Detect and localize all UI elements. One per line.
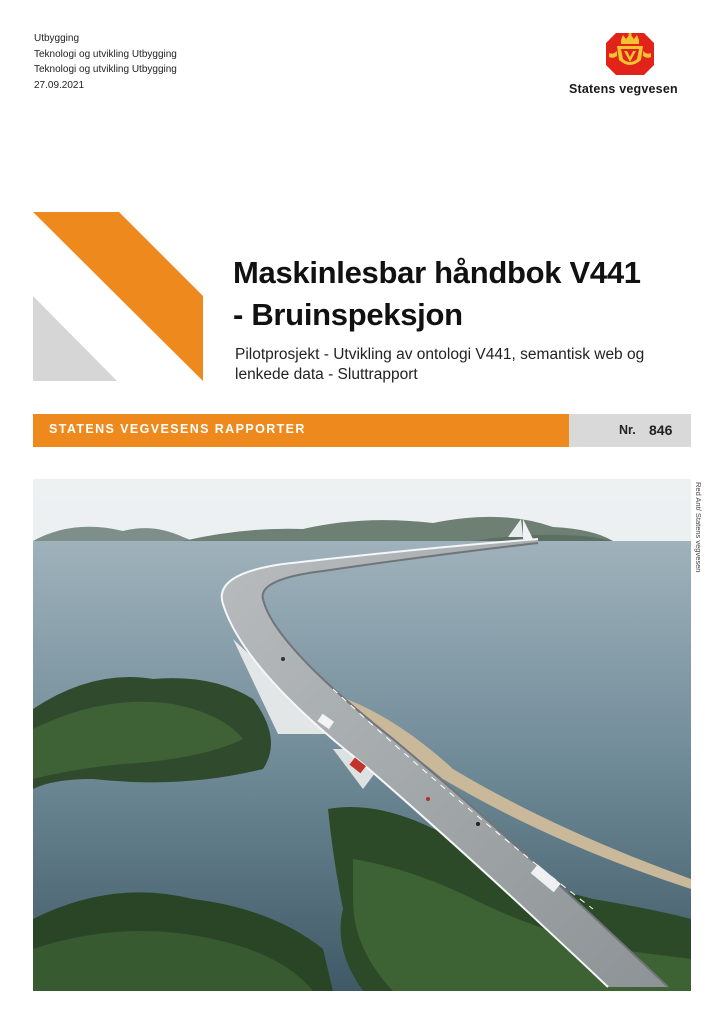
series-label: STATENS VEGVESENS RAPPORTER [49,422,306,436]
title-line: - Bruinspeksjon [233,297,463,332]
meta-line: Teknologi og utvikling Utbygging [34,64,177,75]
photo-credit-text: Red Ant/ Statens vegvesen [694,482,703,573]
report-number-label: Nr. [619,423,636,437]
report-number: 846 [649,422,673,438]
report-number-box [569,414,691,447]
photo-credit [692,482,704,582]
decorative-triangles [33,212,203,382]
series-band [33,414,691,447]
document-meta [34,31,177,93]
crowned-shield-icon [604,31,656,77]
subtitle-line: Pilotprosjekt - Utvikling av ontologi V441, semantisk web og [235,346,645,363]
meta-line: Teknologi og utvikling Utbygging [34,48,177,60]
page-title [233,252,703,336]
page-subtitle [235,345,695,385]
bridge-photo-icon [33,479,691,991]
cover-photo [33,479,691,991]
logo-text: Statens vegvesen [569,82,678,96]
series-band-orange [33,414,569,447]
meta-line: Utbygging [34,33,80,44]
gray-triangle [33,296,117,381]
title-line: Maskinlesbar håndbok V441 [233,255,641,290]
subtitle-line: lenkede data - Sluttrapport [235,366,418,383]
meta-date: 27.09.2021 [34,79,85,91]
statens-vegvesen-logo [566,31,696,101]
